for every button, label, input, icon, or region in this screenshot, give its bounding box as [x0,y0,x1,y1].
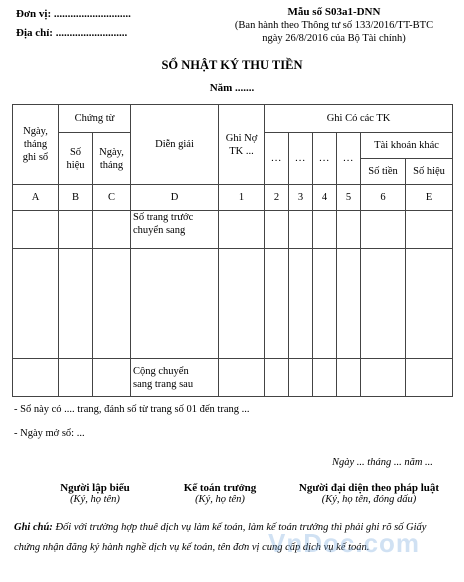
code-cell: D [131,185,219,211]
col-other-no: Số hiệu [406,159,453,185]
issued-line-1: (Ban hành theo Thông tư số 133/2016/TT-BTC [234,20,434,31]
watermark-logo: VnDoc.com [268,528,421,558]
carry-forward-row [13,211,453,249]
address-label: Địa chỉ: .......................... [16,27,128,39]
code-cell: B [59,185,93,211]
carry-forward-label: Số trang trước chuyển sang [131,211,219,249]
ledger-table [12,104,453,397]
col-credit-acc-3: ... [313,133,337,185]
form-code: Mẫu số S03a1-DNN [287,6,381,18]
issued-line-2: ngày 26/8/2016 của Bộ Tài chính) [262,33,406,44]
col-credit-acc-4: ... [337,133,361,185]
code-cell: 4 [313,185,337,211]
code-cell: E [406,185,453,211]
date-line: Ngày ... tháng ... năm ... [332,457,433,468]
year-line: Năm ....... [209,82,255,94]
entry-row [13,249,453,359]
col-credit-acc-1: ... [265,133,289,185]
code-cell: 5 [337,185,361,211]
col-other-amount: Số tiền [361,159,406,185]
col-date-header: Ngày, tháng ghi sổ [13,105,59,185]
signature-chief-accountant: Kế toán trưởng (Ký, họ tên) [183,482,257,505]
footnote-label: Ghi chú: [14,522,53,533]
col-voucher-no: Số hiệu [59,133,93,185]
unit-label: Đơn vị: ............................ [16,8,131,20]
col-credit-acc-2: ... [289,133,313,185]
col-voucher-header: Chứng từ [59,105,131,133]
col-voucher-date: Ngày, tháng [93,133,131,185]
col-debit-header: Ghi Nợ TK ... [219,105,265,185]
code-cell: 3 [289,185,313,211]
carry-next-row [13,359,453,397]
col-credit-header: Ghi Có các TK [265,105,453,133]
form-info [214,6,454,45]
col-desc-header: Diễn giải [131,105,219,185]
open-date-note: - Ngày mở sổ: ... [14,428,85,439]
page-title: SỔ NHẬT KÝ THU TIỀN [161,58,303,72]
col-other-accounts: Tài khoản khác [361,133,453,159]
column-codes-row [13,185,453,211]
signature-preparer: Người lập biểu (Ký, họ tên) [60,482,130,505]
code-cell: 1 [219,185,265,211]
code-cell: C [93,185,131,211]
footnote-text: Đối với trường hợp thuê dịch vụ làm kế toán, làm kế toán trưởng thì phải ghi rõ số Giấy chứng nhận đăng ký hành nghề dịch vụ kế toán, tên đơn vị cung cấp dịch vụ kế toán. [14,522,427,553]
signature-legal-representative: Người đại diện theo pháp luật (Ký, họ tên, đóng dấu) [298,482,440,505]
carry-next-label: Cộng chuyển sang trang sau [131,359,219,397]
code-cell: 2 [265,185,289,211]
code-cell: 6 [361,185,406,211]
code-cell: A [13,185,59,211]
pages-note: - Sổ này có .... trang, đánh số từ trang số 01 đến trang ... [14,404,250,415]
